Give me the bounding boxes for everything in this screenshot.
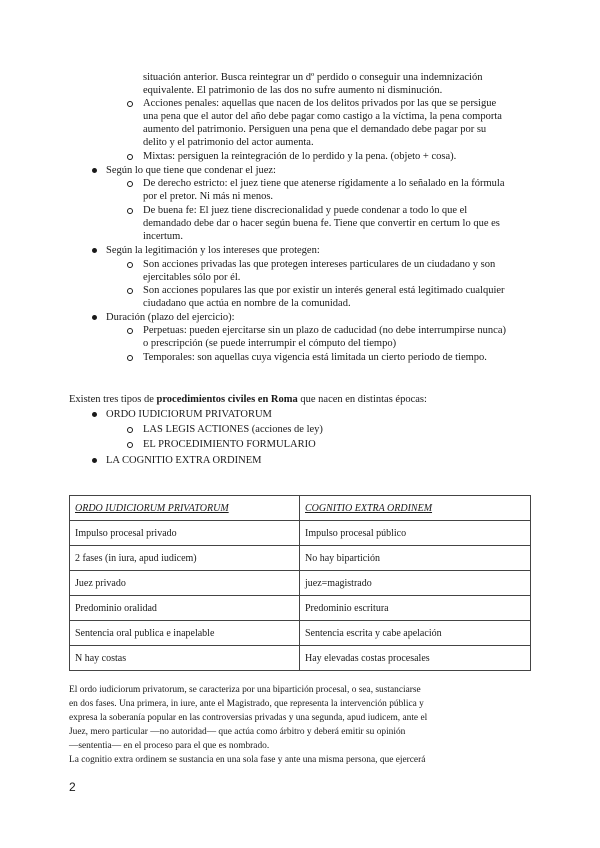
table-cell: Hay elevadas costas procesales [300,646,531,671]
hollow-bullet-icon [127,262,133,268]
intro-text: Existen tres tipos de [69,394,157,405]
hollow-bullet-icon [127,427,133,433]
text-line: delito y el patrimonio del actor aumenta. [143,137,314,148]
bullet-icon [92,248,97,253]
table-cell: Sentencia escrita y cabe apelación [300,621,531,646]
table-cell: No hay bipartición [300,546,531,571]
table-cell: Sentencia oral publica e inapelable [70,621,300,646]
table-row [70,521,531,546]
text-line: —sententia— en el proceso para el que es nombrado. [69,741,270,751]
hollow-bullet-icon [127,355,133,361]
text-line: equivalente. El patrimonio de las dos no sufre aumento ni disminución. [143,85,443,96]
text-line: Son acciones privadas las que protegen intereses particulares de un ciudadano y son [143,259,496,270]
bullet-icon [92,168,97,173]
text-line: ciudadano que actúa en nombre de la comunidad. [143,298,351,309]
text-line: en dos fases. Una primera, in iure, ante el Magistrado, que representa la intervención pública y [69,699,424,709]
hollow-bullet-icon [127,101,133,107]
text-line: De derecho estricto: el juez tiene que atenerse rígidamente a lo señalado en la fórmula [143,178,505,189]
text-line: aumento del patrimonio. Persiguen una pena que el demandado debe pagar por su [143,124,487,135]
table-row [70,646,531,671]
table-cell: Predominio oralidad [70,596,300,621]
intro-bold-text: procedimientos civiles en Roma [156,394,298,405]
text-line: una pena que el autor del año debe pagar como castigo a la víctima, la pena comporta [143,111,502,122]
list-item: EL PROCEDIMIENTO FORMULARIO [143,439,316,450]
table-cell: Predominio escritura [300,596,531,621]
text-line: o prescripción (se puede interrumpir el cómputo del tiempo) [143,338,397,349]
hollow-bullet-icon [127,442,133,448]
comparison-table [69,495,531,671]
list-item: ORDO IUDICIORUM PRIVATORUM [106,409,272,420]
bullet-icon [92,315,97,320]
text-line: demandado debe dar o hacer según buena fe. Tiene que convertir en certum lo que es [143,218,500,229]
text-line: Temporales: son aquellas cuya vigencia está limitada un cierto periodo de tiempo. [143,352,487,363]
text-line: Mixtas: persiguen la reintegración de lo perdido y la pena. (objeto + cosa). [143,151,457,162]
text-line: situación anterior. Busca reintegrar un dº perdido o conseguir una indemnización [143,72,483,83]
hollow-bullet-icon [127,154,133,160]
table-cell: Impulso procesal público [300,521,531,546]
hollow-bullet-icon [127,288,133,294]
text-line: Acciones penales: aquellas que nacen de los delitos privados por las que se persigue [143,98,497,109]
bullet-icon [92,412,97,417]
hollow-bullet-icon [127,208,133,214]
hollow-bullet-icon [127,181,133,187]
list-item: LAS LEGIS ACTIONES (acciones de ley) [143,424,323,435]
text-line: Según lo que tiene que condenar el juez: [106,165,276,176]
table-cell: N hay costas [70,646,300,671]
text-line: Según la legitimación y los intereses que protegen: [106,245,320,256]
table-row [70,546,531,571]
text-line: Perpetuas: pueden ejercitarse sin un plazo de caducidad (no debe interrumpirse nunca) [143,325,506,336]
table-row [70,621,531,646]
bullet-icon [92,458,97,463]
table-row [70,596,531,621]
page-number: 2 [69,780,76,794]
text-line: ejercitables sólo por él. [143,272,241,283]
list-item: LA COGNITIO EXTRA ORDINEM [106,455,262,466]
table-header-cell: ORDO IUDICIORUM PRIVATORUM [70,496,300,521]
text-line: El ordo iudiciorum privatorum, se caracteriza por una bipartición procesal, o sea, sustanciarse [69,685,421,695]
hollow-bullet-icon [127,328,133,334]
table-cell: juez=magistrado [300,571,531,596]
text-line: Son acciones populares las que por existir un interés general está legitimado cualquier [143,285,505,296]
text-line: expresa la soberanía popular en las controversias privadas y una segunda, apud iudicem, ante el [69,713,428,723]
text-line: Duración (plazo del ejercicio): [106,312,235,323]
text-line: Juez, mero particular —no autoridad— que actúa como árbitro y deberá emitir su opinión [69,727,406,737]
text-line: La cognitio extra ordinem se sustancia en una sola fase y ante una misma persona, que ejercerá [69,755,426,765]
text-line: De buena fe: El juez tiene discrecionalidad y puede condenar a todo lo que el [143,205,468,216]
intro-text: que nacen en distintas épocas: [297,394,427,405]
table-cell: Juez privado [70,571,300,596]
text-line: incertum. [143,231,183,242]
text-line: por el pretor. Ni más ni menos. [143,191,274,202]
intro-paragraph [69,393,427,406]
table-row [70,571,531,596]
table-header-row [70,496,531,521]
table-cell: 2 fases (in iura, apud iudicem) [70,546,300,571]
table-cell: Impulso procesal privado [70,521,300,546]
table-header-cell: COGNITIO EXTRA ORDINEM [300,496,531,521]
